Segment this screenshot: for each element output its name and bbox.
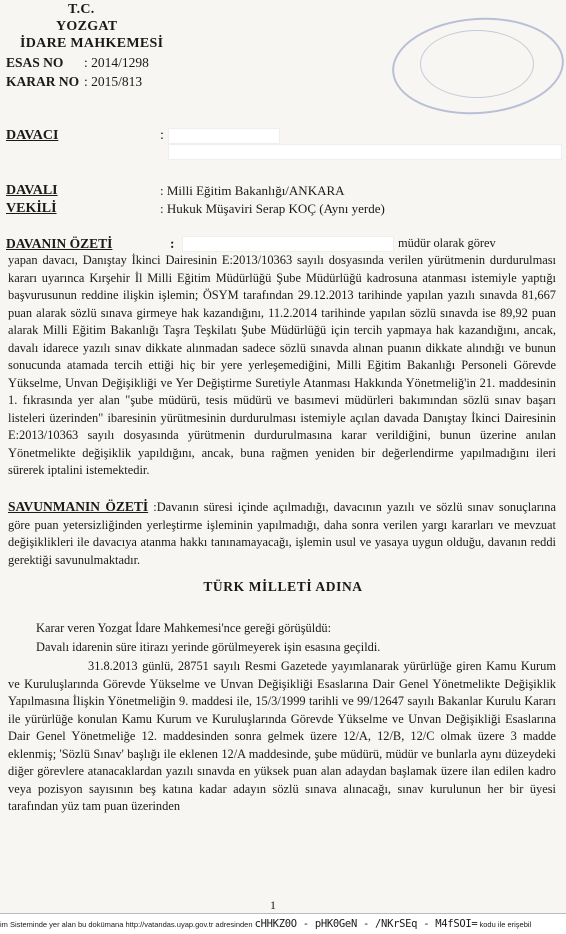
savunmanin-ozeti-label: SAVUNMANIN ÖZETİ (8, 499, 149, 514)
davali-label-text: DAVALI (6, 183, 58, 198)
savunmanin-ozeti (8, 498, 556, 569)
redaction-box (168, 128, 280, 144)
davanin-ozeti-heading (6, 236, 112, 252)
davaci-row (6, 128, 58, 144)
court-stamp-inner (420, 30, 534, 98)
footer-access-code: cHHKZ0O - pHK0GeN - /NKrSEq - M4fSOI= (254, 918, 478, 930)
karar-value: : 2015/813 (84, 74, 143, 89)
vekili-label (6, 201, 57, 217)
davali-label (6, 183, 58, 199)
davaci-label: DAVACI (6, 128, 59, 143)
savunmanin-ozeti-text: :Davanın süresi içinde açılmadığı, davacının yazılı ve sözlü sınav sonuçlarına göre puan yetersizliğinden yerleştirme işleminin yapılmadığı, daha sonra verilen yargı kararları ve mevzuat değişiklikleri ile davacıya atanma hakkı tanınamayacağı, işlemin usul ve yasaya uygun olduğu, davanın reddi gerektiği savunulmaktadır. (8, 500, 556, 567)
esas-label: ESAS NO (6, 55, 64, 70)
footer-prefix: im Sisteminde yer alan bu dokümana http://vatandas.uyap.gov.tr adresinden (0, 920, 253, 929)
vekili-value: : Hukuk Müşaviri Serap KOÇ (Aynı yerde) (160, 201, 385, 216)
davanin-ozeti-colon: : (170, 236, 175, 251)
esas-no (6, 55, 149, 71)
header-court: İDARE MAHKEMESİ (20, 36, 164, 51)
header-city: YOZGAT (56, 19, 118, 34)
uyap-footer (0, 913, 566, 934)
davaci-colon: : (160, 128, 164, 143)
davanin-ozeti-lead: müdür olarak görev (398, 236, 496, 250)
karar-no (6, 74, 142, 90)
karar-label: KARAR NO (6, 74, 80, 89)
redaction-box (168, 144, 562, 160)
page-number: 1 (270, 898, 276, 912)
davanin-ozeti-text: yapan davacı, Danıştay İkinci Dairesinin E:2013/10363 sayılı dosyasında verilen yürütmenin durdurulması kararı uyarınca Kırşehir İl Milli Eğitim Müdürlüğü Şube Müdürlüğü kadrosuna atanması istemiyle yaptığı başvurusunun reddine ilişkin işlemin; ÖSYM tarafından 29.12.2013 tarihinde yapılan yazılı sınavda 81,667 puan alarak sözlü sınava girmeye hak kazandığını, 11.2.2014 tarihinde yapılan sözlü sınavda ise 89,92 puan alarak Milli Eğitim Bakanlığı Taşra Teşkilatı Şube Müdürlüğü için tercih yapmaya hak kazandığını, ancak, davalı idarece yazılı sınav dikkate alınmadan sadece sözlü sınavda alınan puanın dikkate alındığı ve bunun sonucunda atamada tercih ettiği hiç bir yere yerleşemediğini, Milli Eğitim Bakanlığı Personeli Görevde Yükselme, Unvan Değişikliği ve Yer Değiştirme Suretiyle Atanması Hakkında Yönetmeliğ'in 21. maddesinin 1. fıkrasında yer alan "şube müdürü, tesis müdürü ve basımevi müdürleri bakımından sözlü sınav başarı listeleri üzerinden" ibaresinin yürütmesinin durdurulması istemiyle açılan davada Danıştay İkinci Dairesinin E:2013/10363 sayılı dosyasında yürütmenin durdurulmasına karar verildiğini, bunun üzerine anılan Yönetmelikte değişiklik yapıldığını, ancak, buna rağmen yeniden bir değerlendirme yapılmadığını ileri sürerek iptalini istemektedir. (8, 253, 556, 477)
esas-value: : 2014/1298 (84, 55, 149, 70)
davanin-ozeti-label: DAVANIN ÖZETİ (6, 236, 113, 251)
decision-p3: 31.8.2013 günlü, 28751 sayılı Resmi Gazetede yayımlanarak yürürlüğe giren Kamu Kurum ve Kuruluşlarında Görevde Yükselme ve Unvan Değişikliği Esaslarına Dair Genel Yönetmelikte Değişiklik Yapılmasına İlişkin Yönetmeliğin 9. maddesi ile, 15/3/1999 tarihli ve 99/12647 sayılı Bakanlar Kurulu Kararı ile yürürlüğe konulan Kamu Kurum ve Kuruluşlarında Görevde Yükselme ve Unvan Değişikliği Esaslarına Dair Genel Yönetmeliğe 12. maddesinden sonra gelmek üzere 12/A, 12/B, 12/C olmak üzere 3 madde eklenmiş; 'Sözlü Sınav' başlığı ile eklenen 12/A maddesinde, şube müdürü, müdür ve bunlarla aynı düzeydeki diğer görevlere atanacaklardan yazılı sınavda en yüksek puan alan adaydan başlamak üzere ilan edilen kadro veya pozisyon sayısının beş katına kadar adayın sözlü sınava alınacağı, sınav kurulunun her bir üyesi tarafından yüz tam puan üzerinden (8, 659, 556, 813)
decision-p2: Davalı idarenin süre itirazı yerinde görülmeyerek işin esasına geçildi. (36, 640, 381, 654)
vekili-label-text: VEKİLİ (6, 201, 57, 216)
decision-p1: Karar veren Yozgat İdare Mahkemesi'nce gereği görüşüldü: (36, 621, 332, 635)
footer-suffix: kodu ile erişebil (479, 920, 532, 929)
davali-value: : Milli Eğitim Bakanlığı/ANKARA (160, 183, 345, 198)
redaction-box (182, 236, 394, 252)
header-tc: T.C. (68, 2, 95, 17)
decision-title: TÜRK MİLLETİ ADINA (203, 579, 363, 594)
